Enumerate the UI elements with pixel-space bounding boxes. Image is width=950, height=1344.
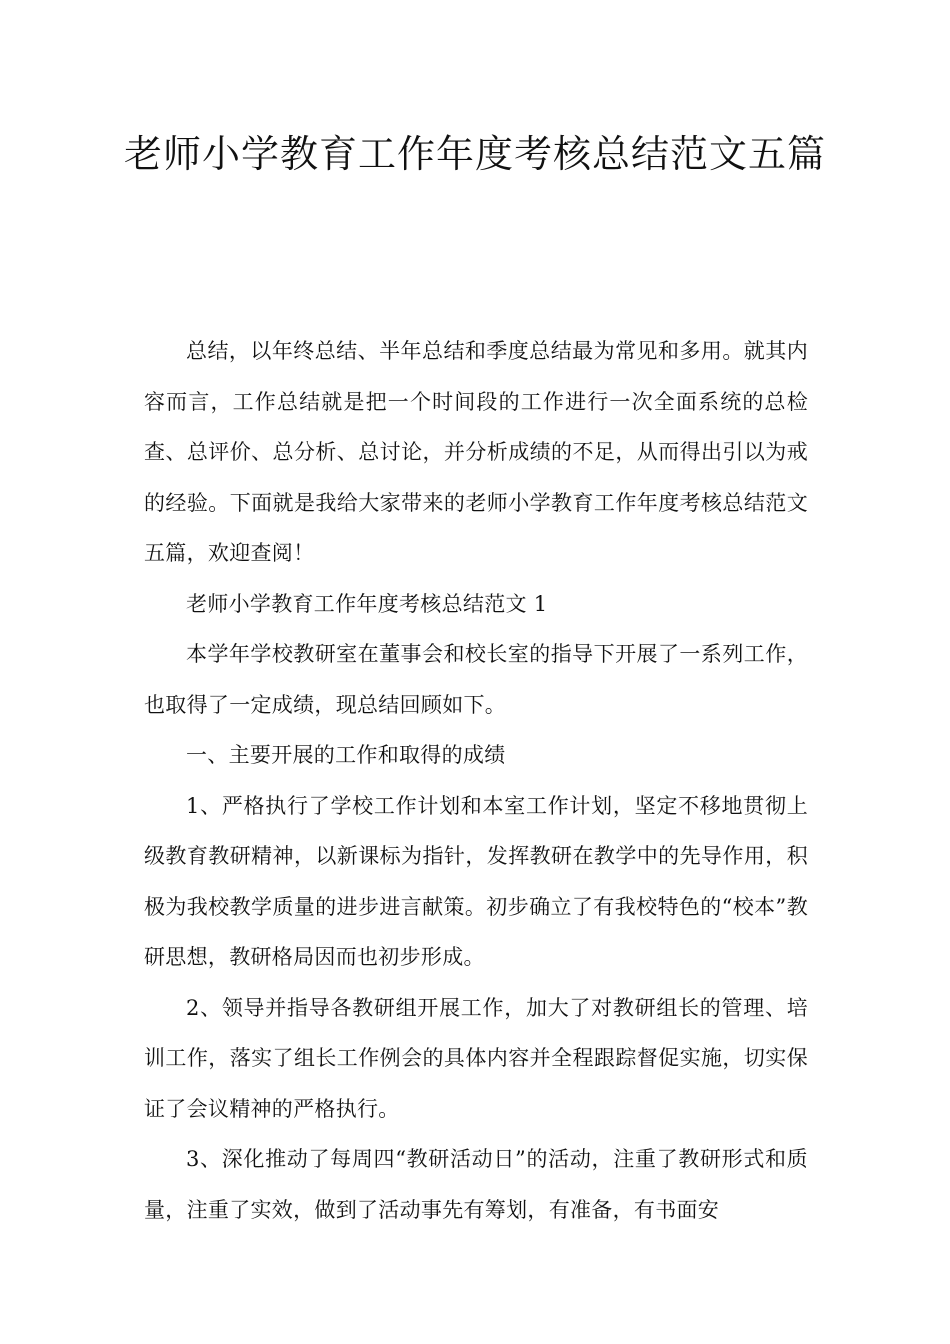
item-paragraph-2: 2、领导并指导各教研组开展工作，加大了对教研组长的管理、培训工作，落实了组长工作例会的具体内容并全程跟踪督促实施，切实保证了会议精神的严格执行。: [144, 995, 808, 1121]
intro-paragraph: 总结，以年终总结、半年总结和季度总结最为常见和多用。就其内容而言，工作总结就是把一个时间段的工作进行一次全面系统的总检查、总评价、总分析、总讨论，并分析成绩的不足，从而得出引以为戒的经验。下面就是我给大家带来的老师小学教育工作年度考核总结范文五篇，欢迎查阅！: [144, 339, 808, 565]
document-body: [144, 326, 808, 1235]
item-paragraph-1: 1、严格执行了学校工作计划和本室工作计划，坚定不移地贯彻上级教育教研精神，以新课标为指针，发挥教研在教学中的先导作用，积极为我校教学质量的进步进言献策。初步确立了有我校特色的“校本”教研思想，教研格局因而也初步形成。: [144, 793, 808, 969]
section-heading-main-work: 一、主要开展的工作和取得的成绩: [186, 743, 506, 767]
section-heading-sample-1: 老师小学教育工作年度考核总结范文 1: [186, 591, 548, 616]
document-title: 老师小学教育工作年度考核总结范文五篇: [123, 132, 826, 176]
item-paragraph-3: 3、深化推动了每周四“教研活动日”的活动，注重了教研形式和质量，注重了实效，做到了活动事先有筹划，有准备，有书面安: [144, 1147, 808, 1222]
overview-paragraph: 本学年学校教研室在董事会和校长室的指导下开展了一系列工作，也取得了一定成绩，现总结回顾如下。: [144, 642, 808, 717]
